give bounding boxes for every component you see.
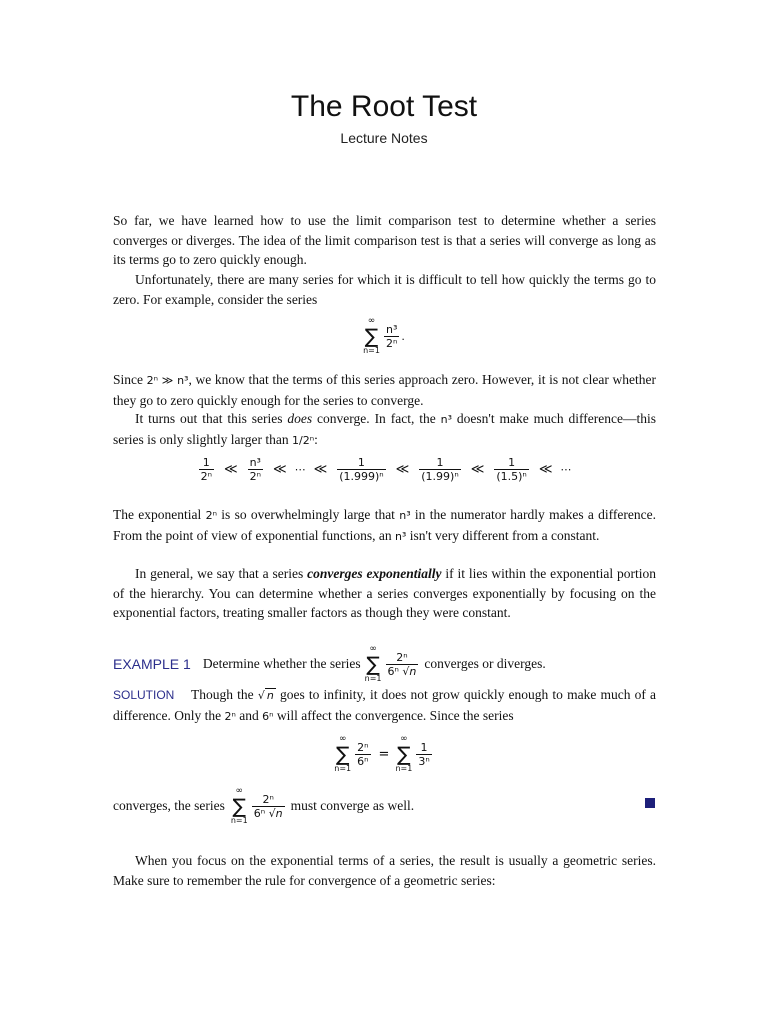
much-less-symbol: ≪ (538, 462, 553, 477)
sigma-lower-limit: n=1 (363, 346, 380, 355)
fraction-denominator: 6ⁿ (357, 754, 369, 768)
converges-row (113, 786, 656, 826)
chain-fraction-3 (337, 456, 385, 483)
fraction-numerator: 2ⁿ (396, 650, 408, 664)
sigma-upper-limit: ∞ (235, 786, 244, 796)
p5-text-b: is so overwhelmingly large that (216, 507, 400, 522)
fraction-numerator: 1 (508, 456, 516, 469)
fraction-denominator: 2ⁿ (249, 470, 261, 483)
p3-text-b: , we know that the terms of this series approach zero. However, it is not clear whether they go to zero quickly enough for the series to converge. (113, 372, 656, 408)
p5-math-1: 2ⁿ (205, 509, 217, 522)
fraction-denominator: 2ⁿ (200, 470, 212, 483)
sigma-symbol: ∞ ∑ n=1 (363, 316, 380, 355)
sigma-right: ∞ ∑ n=1 (395, 734, 413, 773)
p5-math-3: n³ (394, 529, 407, 543)
sigma-lower-limit: n=1 (395, 764, 413, 773)
example-label: EXAMPLE 1 (113, 656, 191, 672)
intro-paragraph-4 (113, 409, 656, 450)
fraction-denominator: 6ⁿ √n (253, 806, 283, 820)
right-fraction (416, 741, 431, 768)
fraction-denominator: (1.5)ⁿ (496, 470, 527, 483)
solution-text-b: goes to infinity, it does not grow quickly enough to make much of a difference. Only the (113, 687, 657, 723)
chain-fraction-5 (494, 456, 528, 483)
intro-paragraph-6 (113, 564, 656, 623)
solution-text-a: Though the (191, 687, 254, 702)
equation-period: . (401, 329, 405, 343)
p4-emphasis: does (287, 411, 313, 426)
page-subtitle: Lecture Notes (340, 130, 428, 146)
p5-text-d: isn't very different from a constant. (406, 527, 600, 543)
example-1-row (113, 644, 656, 684)
inequality-chain (0, 456, 768, 483)
fraction-numerator: 1 (202, 456, 210, 469)
chain-fraction-1 (199, 456, 214, 483)
fraction-numerator: 2ⁿ (262, 792, 274, 806)
p4-text-b: converge. In fact, the (312, 411, 441, 426)
solution-paragraph (113, 685, 656, 726)
solution-equation (0, 734, 768, 774)
radicand: n (409, 664, 417, 678)
chain-fraction-4 (419, 456, 460, 483)
p5-text-c: in the numerator hardly makes a difference. From the point of view of exponential functions, an (113, 507, 656, 543)
intro-paragraph-2: Unfortunately, there are many series for which it is difficult to tell how quickly the terms go to zero. For example, consider the series (113, 272, 656, 307)
example-text-b: converges or diverges. (424, 656, 546, 671)
sigma-lower-limit: n=1 (230, 816, 248, 825)
sigma-left: ∞ ∑ n=1 (334, 734, 352, 773)
fraction-numerator: 1 (420, 740, 428, 754)
fraction-numerator: 1 (357, 456, 365, 469)
p4-math-n3: n³ (440, 413, 453, 426)
converges-sigma: ∞ ∑ n=1 (230, 786, 248, 825)
fraction-denominator: (1.99)ⁿ (421, 470, 459, 483)
example-fraction (386, 651, 419, 678)
fraction-denominator: 3ⁿ (418, 754, 430, 768)
fraction-numerator: 2ⁿ (357, 740, 369, 754)
intro-paragraph-1: So far, we have learned how to use the limit comparison test to determine whether a series converges or diverges. The idea of the limit comparison test is that a series will converge as long as its terms go to zero quickly enough. (113, 213, 656, 267)
fraction-numerator: n³ (249, 456, 261, 469)
p3-math-comparison: 2ⁿ ≫ n³ (146, 374, 189, 387)
p6-text-a: In general, we say that a series (135, 566, 308, 581)
example-text-a: Determine whether the series (202, 656, 361, 671)
p3-text-a: Since (113, 372, 147, 387)
converges-fraction (252, 793, 285, 820)
sqrt-n: √ n (257, 689, 274, 702)
p5-math-2: n³ (399, 509, 411, 522)
ellipsis: ⋯ (294, 463, 306, 476)
much-less-symbol: ≪ (395, 462, 410, 477)
intro-paragraph-5 (113, 505, 656, 546)
converges-text-b: must converge as well. (290, 798, 415, 813)
radicand: n (266, 689, 274, 702)
solution-label: SOLUTION (113, 688, 175, 702)
end-of-proof-square (645, 798, 655, 808)
sigma-upper-limit: ∞ (338, 734, 347, 744)
p6-bold-term: converges exponentially (307, 566, 442, 581)
equals-sign: = (378, 746, 390, 762)
chain-fraction-2 (248, 456, 263, 483)
closing-paragraph: When you focus on the exponential terms of a series, the result is usually a geometric series. Make sure to remember the rule for convergence of a geometric series: (113, 853, 656, 888)
ellipsis: ⋯ (560, 463, 572, 476)
page-title: The Root Test (290, 90, 478, 123)
sigma-lower-limit: n=1 (334, 764, 352, 773)
sigma-upper-limit: ∞ (400, 734, 408, 744)
sigma-upper-limit: ∞ (367, 316, 376, 326)
solution-math-2: 6ⁿ (262, 709, 274, 723)
solution-math-1: 2ⁿ (224, 709, 236, 723)
fraction-numerator: n³ (385, 322, 398, 336)
series-term-fraction (384, 323, 399, 350)
series-equation-1 (0, 316, 768, 356)
solution-text-d: will affect the convergence. Since the series (273, 707, 514, 723)
example-sigma: ∞ ∑ n=1 (364, 644, 382, 683)
p4-text-d: : (314, 431, 318, 447)
solution-text-c: and (235, 707, 263, 723)
fraction-numerator: 1 (436, 456, 444, 469)
denominator-exponential: 6ⁿ (387, 664, 399, 678)
p4-text-c: doesn't make much difference—this series is only slightly larger than (113, 411, 657, 447)
p6-text-b: if it lies within the exponential portion of the hierarchy. You can determine whether a series converges exponentially by focusing on the exponential factors, treating smaller factors as though they were constant. (113, 566, 656, 620)
sigma-upper-limit: ∞ (369, 644, 377, 654)
much-less-symbol: ≪ (272, 462, 287, 477)
converges-text-a: converges, the series (113, 798, 225, 813)
left-fraction (355, 741, 370, 768)
sigma-lower-limit: n=1 (364, 674, 382, 683)
denominator-exponential: 6ⁿ (253, 806, 266, 820)
much-less-symbol: ≪ (223, 462, 238, 477)
p5-text-a: The exponential (113, 507, 206, 522)
fraction-denominator: (1.999)ⁿ (339, 470, 384, 483)
intro-paragraph-3 (113, 370, 656, 410)
much-less-symbol: ≪ (470, 462, 485, 477)
much-less-symbol: ≪ (313, 462, 328, 477)
fraction-denominator: 2ⁿ (385, 336, 398, 350)
fraction-denominator: 6ⁿ √n (387, 664, 417, 678)
p4-text-a: It turns out that this series (135, 411, 288, 426)
radicand: n (275, 806, 283, 820)
p4-math-fraction: 1/2ⁿ (291, 433, 315, 447)
